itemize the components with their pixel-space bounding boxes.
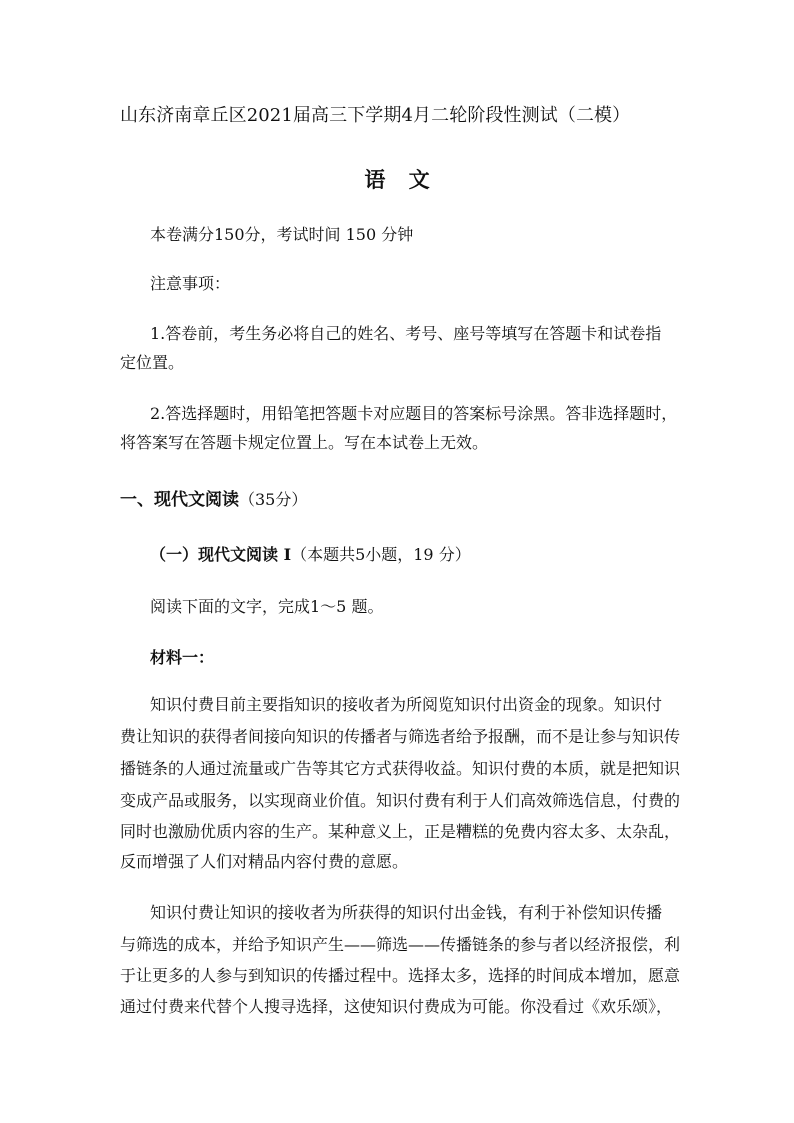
page-title: 山东济南章丘区2021届高三下学期4月二轮阶段性测试（二模） <box>120 105 631 126</box>
subsection-heading <box>150 545 471 565</box>
paragraph-line: 费让知识的获得者间接向知识的传播者与筛选者给予报酬，而不是让参与知识传 <box>120 727 681 746</box>
paragraph-line: 知识付费目前主要指知识的接收者为所阅览知识付出资金的现象。知识付 <box>150 695 663 714</box>
notice-line: 定位置。 <box>120 353 185 372</box>
instruction-text: 阅读下面的文字，完成1～5 题。 <box>150 597 384 616</box>
section-score: （35分） <box>239 490 308 509</box>
exam-info: 本卷满分150分，考试时间 150 分钟 <box>150 225 414 244</box>
paragraph-line: 于让更多的人参与到知识的传播过程中。选择太多，选择的时间成本增加，愿意 <box>120 966 681 985</box>
notice-heading: 注意事项： <box>150 274 231 293</box>
paragraph-line: 同时也激励优质内容的生产。某种意义上，正是糟糕的免费内容太多、太杂乱， <box>120 822 681 841</box>
paragraph-line: 播链条的人通过流量或广告等其它方式获得收益。知识付费的本质，就是把知识 <box>120 759 681 778</box>
section-title: 一、现代文阅读 <box>120 490 239 510</box>
notice-line: 1.答卷前，考生务必将自己的姓名、考号、座号等填写在答题卡和试卷指 <box>150 324 662 343</box>
paragraph-line: 知识付费让知识的接收者为所获得的知识付出金钱，有利于补偿知识传播 <box>150 903 663 922</box>
notice-line: 将答案写在答题卡规定位置上。写在本试卷上无效。 <box>120 433 489 452</box>
subsection-detail: （本题共5小题，19 分） <box>291 545 471 564</box>
paragraph-line: 反而增强了人们对精品内容付费的意愿。 <box>120 852 409 871</box>
paragraph-line: 通过付费来代替个人搜寻选择，这使知识付费成为可能。你没看过《欢乐颂》， <box>120 997 673 1016</box>
paragraph-line: 与筛选的成本，并给予知识产生——筛选——传播链条的参与者以经济报偿，利 <box>120 935 681 954</box>
subsection-title: （一）现代文阅读 I <box>150 545 292 564</box>
section-heading <box>120 490 307 510</box>
paragraph-line: 变成产品或服务，以实现商业价值。知识付费有利于人们高效筛选信息，付费的 <box>120 791 681 810</box>
material-label: 材料一： <box>150 648 215 667</box>
subject-heading: 语 文 <box>364 167 438 192</box>
notice-line: 2.答选择题时，用铅笔把答题卡对应题目的答案标号涂黑。答非选择题时， <box>150 404 678 423</box>
